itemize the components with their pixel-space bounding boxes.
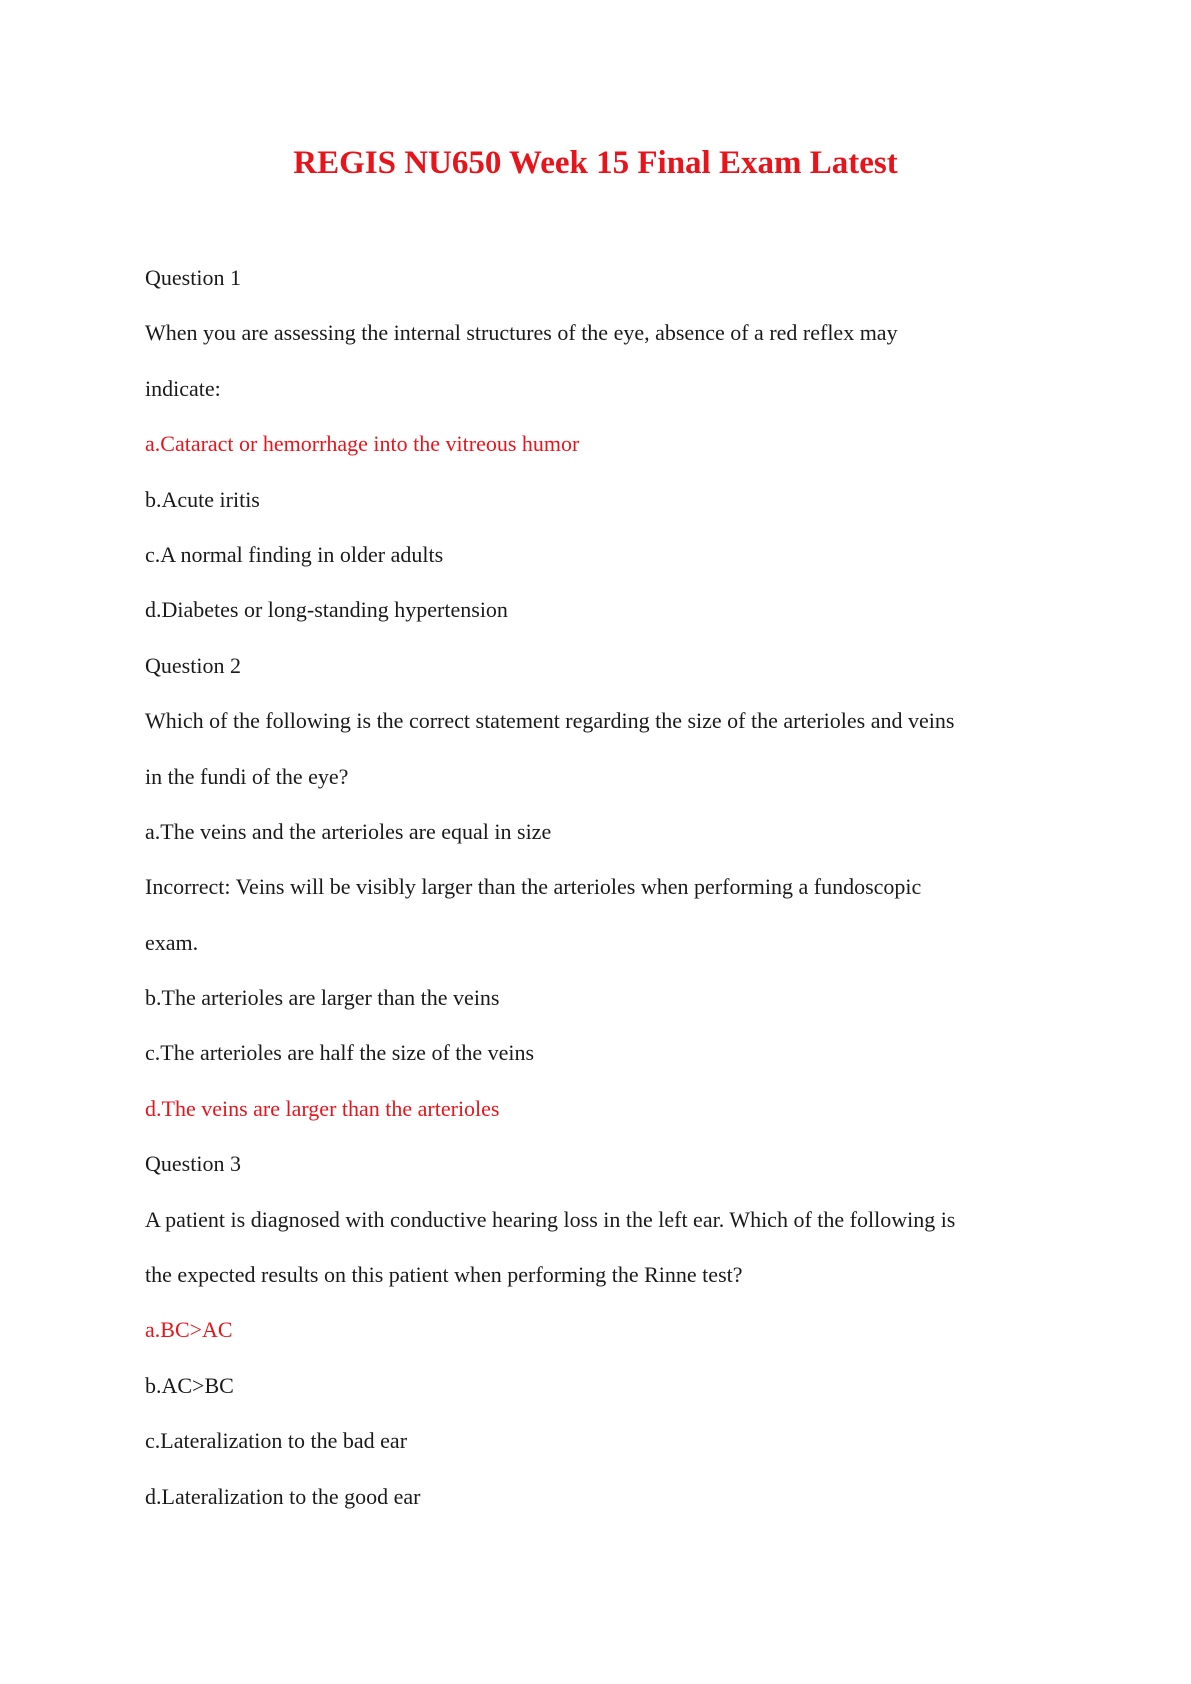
question-3-label: Question 3	[145, 1151, 241, 1177]
question-2-option-d-correct: d.The veins are larger than the arterioles	[145, 1095, 500, 1121]
document-body	[145, 266, 1065, 1540]
question-1-option-b: b.Acute iritis	[145, 486, 260, 512]
question-2-text: Which of the following is the correct statement regarding the size of the arterioles and veins	[145, 708, 955, 734]
question-1-text: When you are assessing the internal structures of the eye, absence of a red reflex may	[145, 320, 898, 346]
question-1-label: Question 1	[145, 265, 241, 290]
question-2-option-c: c.The arterioles are half the size of the veins	[145, 1040, 535, 1066]
question-1-option-d: d.Diabetes or long-standing hypertension	[145, 597, 508, 623]
document-title: REGIS NU650 Week 15 Final Exam Latest	[293, 145, 898, 181]
question-3-text-continued: the expected results on this patient when performing the Rinne test?	[145, 1262, 743, 1288]
question-3-option-d: d.Lateralization to the good ear	[145, 1483, 421, 1509]
question-2-option-b: b.The arterioles are larger than the veins	[145, 985, 500, 1011]
question-3-option-a-correct: a.BC>AC	[145, 1317, 233, 1343]
question-2-text-continued: in the fundi of the eye?	[145, 763, 349, 789]
question-2-feedback: Incorrect: Veins will be visibly larger than the arterioles when performing a fundoscopic	[145, 874, 922, 900]
question-1-text-continued: indicate:	[145, 375, 221, 401]
question-1-option-c: c.A normal finding in older adults	[145, 541, 444, 567]
question-3-text: A patient is diagnosed with conductive hearing loss in the left ear. Which of the following is	[145, 1206, 956, 1232]
question-2-label: Question 2	[145, 652, 241, 678]
question-2-option-a: a.The veins and the arterioles are equal in size	[145, 818, 552, 844]
question-1-option-a-correct: a.Cataract or hemorrhage into the vitreous humor	[145, 431, 580, 457]
question-3-option-c: c.Lateralization to the bad ear	[145, 1428, 408, 1454]
question-2-feedback-continued: exam.	[145, 929, 199, 955]
question-3-option-b: b.AC>BC	[145, 1372, 234, 1398]
